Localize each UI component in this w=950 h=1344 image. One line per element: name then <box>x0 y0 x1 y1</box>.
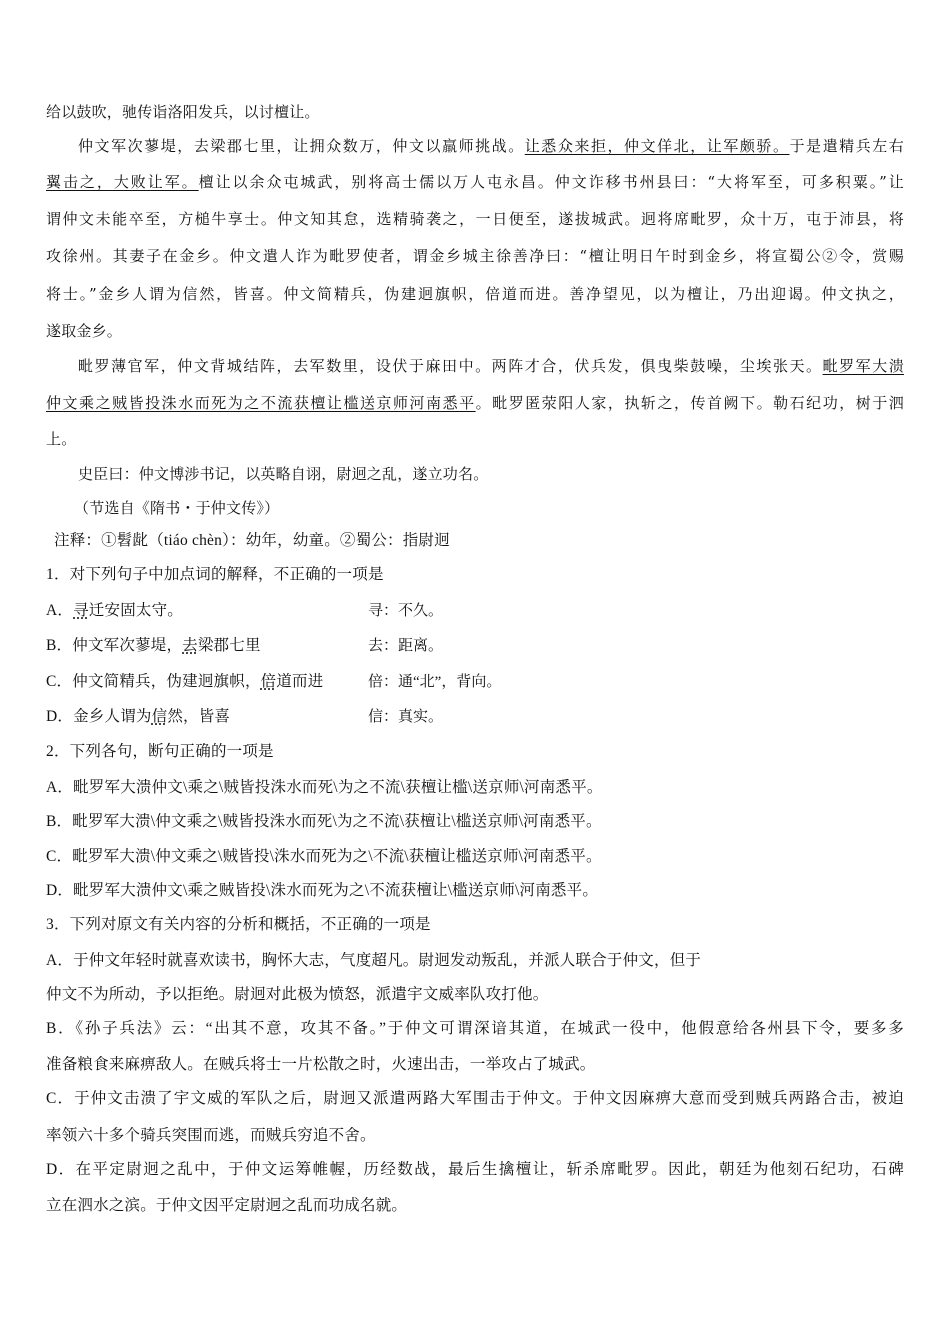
q3-option-d-line1: D．在平定尉迥之乱中，于仲文运筹帷幄，历经数战，最后生擒檀让，斩杀席毗罗。因此，朝廷为他刻石纪功，石碑 <box>46 1161 904 1178</box>
q3-option-c-line2: 率领六十多个骑兵突围而逃，而贼兵穷追不舍。 <box>46 1127 376 1144</box>
option-text: 梁郡七里 <box>197 637 261 654</box>
annotation-note: 注释：①髫龀（tiáo chèn）：幼年，幼童。②蜀公：指尉迥 <box>54 532 450 549</box>
passage-line: 史臣曰：仲文博涉书记，以英略自诩，尉迥之乱，遂立功名。 <box>78 465 489 483</box>
underlined-sentence: 翼击之，大败让军。 <box>46 173 199 191</box>
q2-option-d: D．毗罗军大溃仲文\乘之贼皆投\洙水而死为之\不流获檀让\槛送京师\河南悉平。 <box>46 882 599 899</box>
question-3-stem: 3．下列对原文有关内容的分析和概括，不正确的一项是 <box>46 916 431 933</box>
passage-line <box>46 392 904 414</box>
passage-line <box>46 171 904 193</box>
source-citation: （节选自《隋书・于仲文传》） <box>74 499 280 517</box>
q1-option-a <box>46 600 183 622</box>
option-text: 道而进 <box>276 673 324 690</box>
option-text: C．仲文简精兵，伪建迥旗帜， <box>46 673 261 690</box>
dotted-word: 信 <box>151 708 168 725</box>
underlined-sentence: 让悉众来拒，仲文佯北，让军颇骄。 <box>524 137 790 155</box>
passage-text: 仲文军次蓼堤，去梁郡七里，让拥众数万，仲文以羸师挑战。 <box>78 137 525 155</box>
question-1-stem: 1．对下列句子中加点词的解释，不正确的一项是 <box>46 566 384 583</box>
dotted-word: 寻 <box>73 602 89 619</box>
q1-option-c <box>46 671 323 693</box>
q3-option-a-line1: A．于仲文年轻时就喜欢读书，胸怀大志，气度超凡。尉迥发动叛乱，并派人联合于仲文，但于 <box>46 952 702 969</box>
option-text: B．仲文军次蓼堤， <box>46 637 183 654</box>
q1-option-b <box>46 635 261 657</box>
q2-option-c: C．毗罗军大溃\仲文乘之\贼皆投\洙水而死为之\不流\获檀让槛送京师\河南悉平。 <box>46 848 602 865</box>
q3-option-b-line1: B．《孙子兵法》云：“出其不意，攻其不备。”于仲文可谓深谙其道，在城武一役中，他假意给各州县下令，要多多 <box>46 1020 904 1037</box>
passage-line: 给以鼓吹，驰传诣洛阳发兵，以讨檀让。 <box>46 103 320 121</box>
q2-option-a: A．毗罗军大溃仲文\乘之\贼皆投洙水而死\为之不流\获檀让槛\送京师\河南悉平。 <box>46 779 603 796</box>
option-text: 然，皆喜 <box>167 708 231 725</box>
q3-option-a-line2: 仲文不为所动，予以拒绝。尉迥对此极为愤怒，派遣宇文威率队攻打他。 <box>46 986 549 1003</box>
passage-text: 于是遣精兵左右 <box>789 137 904 155</box>
passage-line: 遂取金乡。 <box>46 322 123 340</box>
passage-line <box>46 355 904 377</box>
passage-line <box>46 135 904 157</box>
q2-option-b: B．毗罗军大溃\仲文乘之\贼皆投洙水而死\为之不流\获檀让\槛送京师\河南悉平。 <box>46 813 602 830</box>
underlined-sentence: 毗罗军大溃 <box>822 357 904 375</box>
passage-line: 谓仲文未能卒至，方槌牛享士。仲文知其怠，选精骑袭之，一日便至，遂拔城武。迥将席毗罗，众十万，屯于沛县，将 <box>46 210 904 228</box>
passage-text: 。毗罗匿荥阳人家，执斩之，传首阙下。勒石纪功，树于泗 <box>475 394 905 412</box>
q1-option-a-gloss: 寻：不久。 <box>368 603 444 619</box>
passage-text: 毗罗薄官军，仲文背城结阵，去军数里，设伏于麻田中。两阵才合，伏兵发，俱曳柴鼓噪，尘埃张天。 <box>78 357 823 375</box>
q3-option-c-line1: C．于仲文击溃了宇文威的军队之后，尉迥又派遣两路大军围击于仲文。于仲文因麻痹大意而受到贼兵两路合击，被迫 <box>46 1090 904 1107</box>
q3-option-b-line2: 准备粮食来麻痹敌人。在贼兵将士一片松散之时，火速出击，一举攻占了城武。 <box>46 1056 596 1073</box>
q3-option-d-line2: 立在泗水之滨。于仲文因平定尉迥之乱而功成名就。 <box>46 1197 408 1214</box>
passage-line: 攻徐州。其妻子在金乡。仲文遣人诈为毗罗使者，谓金乡城主徐善净曰：“檀让明日午时到金乡，将宣蜀公②令，赏赐 <box>46 247 904 265</box>
passage-line: 将士。”金乡人谓为信然，皆喜。仲文简精兵，伪建迥旗帜，倍道而进。善净望见，以为檀让，乃出迎谒。仲文执之， <box>46 285 904 303</box>
q1-option-b-gloss: 去：距离。 <box>368 638 444 654</box>
question-2-stem: 2．下列各句，断句正确的一项是 <box>46 743 274 760</box>
option-text: 迁安固太守。 <box>88 602 183 619</box>
passage-text: 檀让以余众屯城武，别将高士儒以万人屯永昌。仲文诈移书州县曰：“大将军至，可多积粟。”让 <box>198 173 904 191</box>
dotted-word: 倍 <box>260 673 277 690</box>
q1-option-c-gloss: 倍：通“北”，背向。 <box>368 674 502 690</box>
dotted-word: 去 <box>182 637 198 654</box>
q1-option-d <box>46 706 230 728</box>
option-text: D．金乡人谓为 <box>46 708 152 725</box>
underlined-sentence: 仲文乘之贼皆投洙水而死为之不流获檀让槛送京师河南悉平 <box>46 394 476 412</box>
option-text: A． <box>46 602 74 619</box>
q1-option-d-gloss: 信：真实。 <box>368 709 444 725</box>
passage-line: 上。 <box>46 430 77 448</box>
